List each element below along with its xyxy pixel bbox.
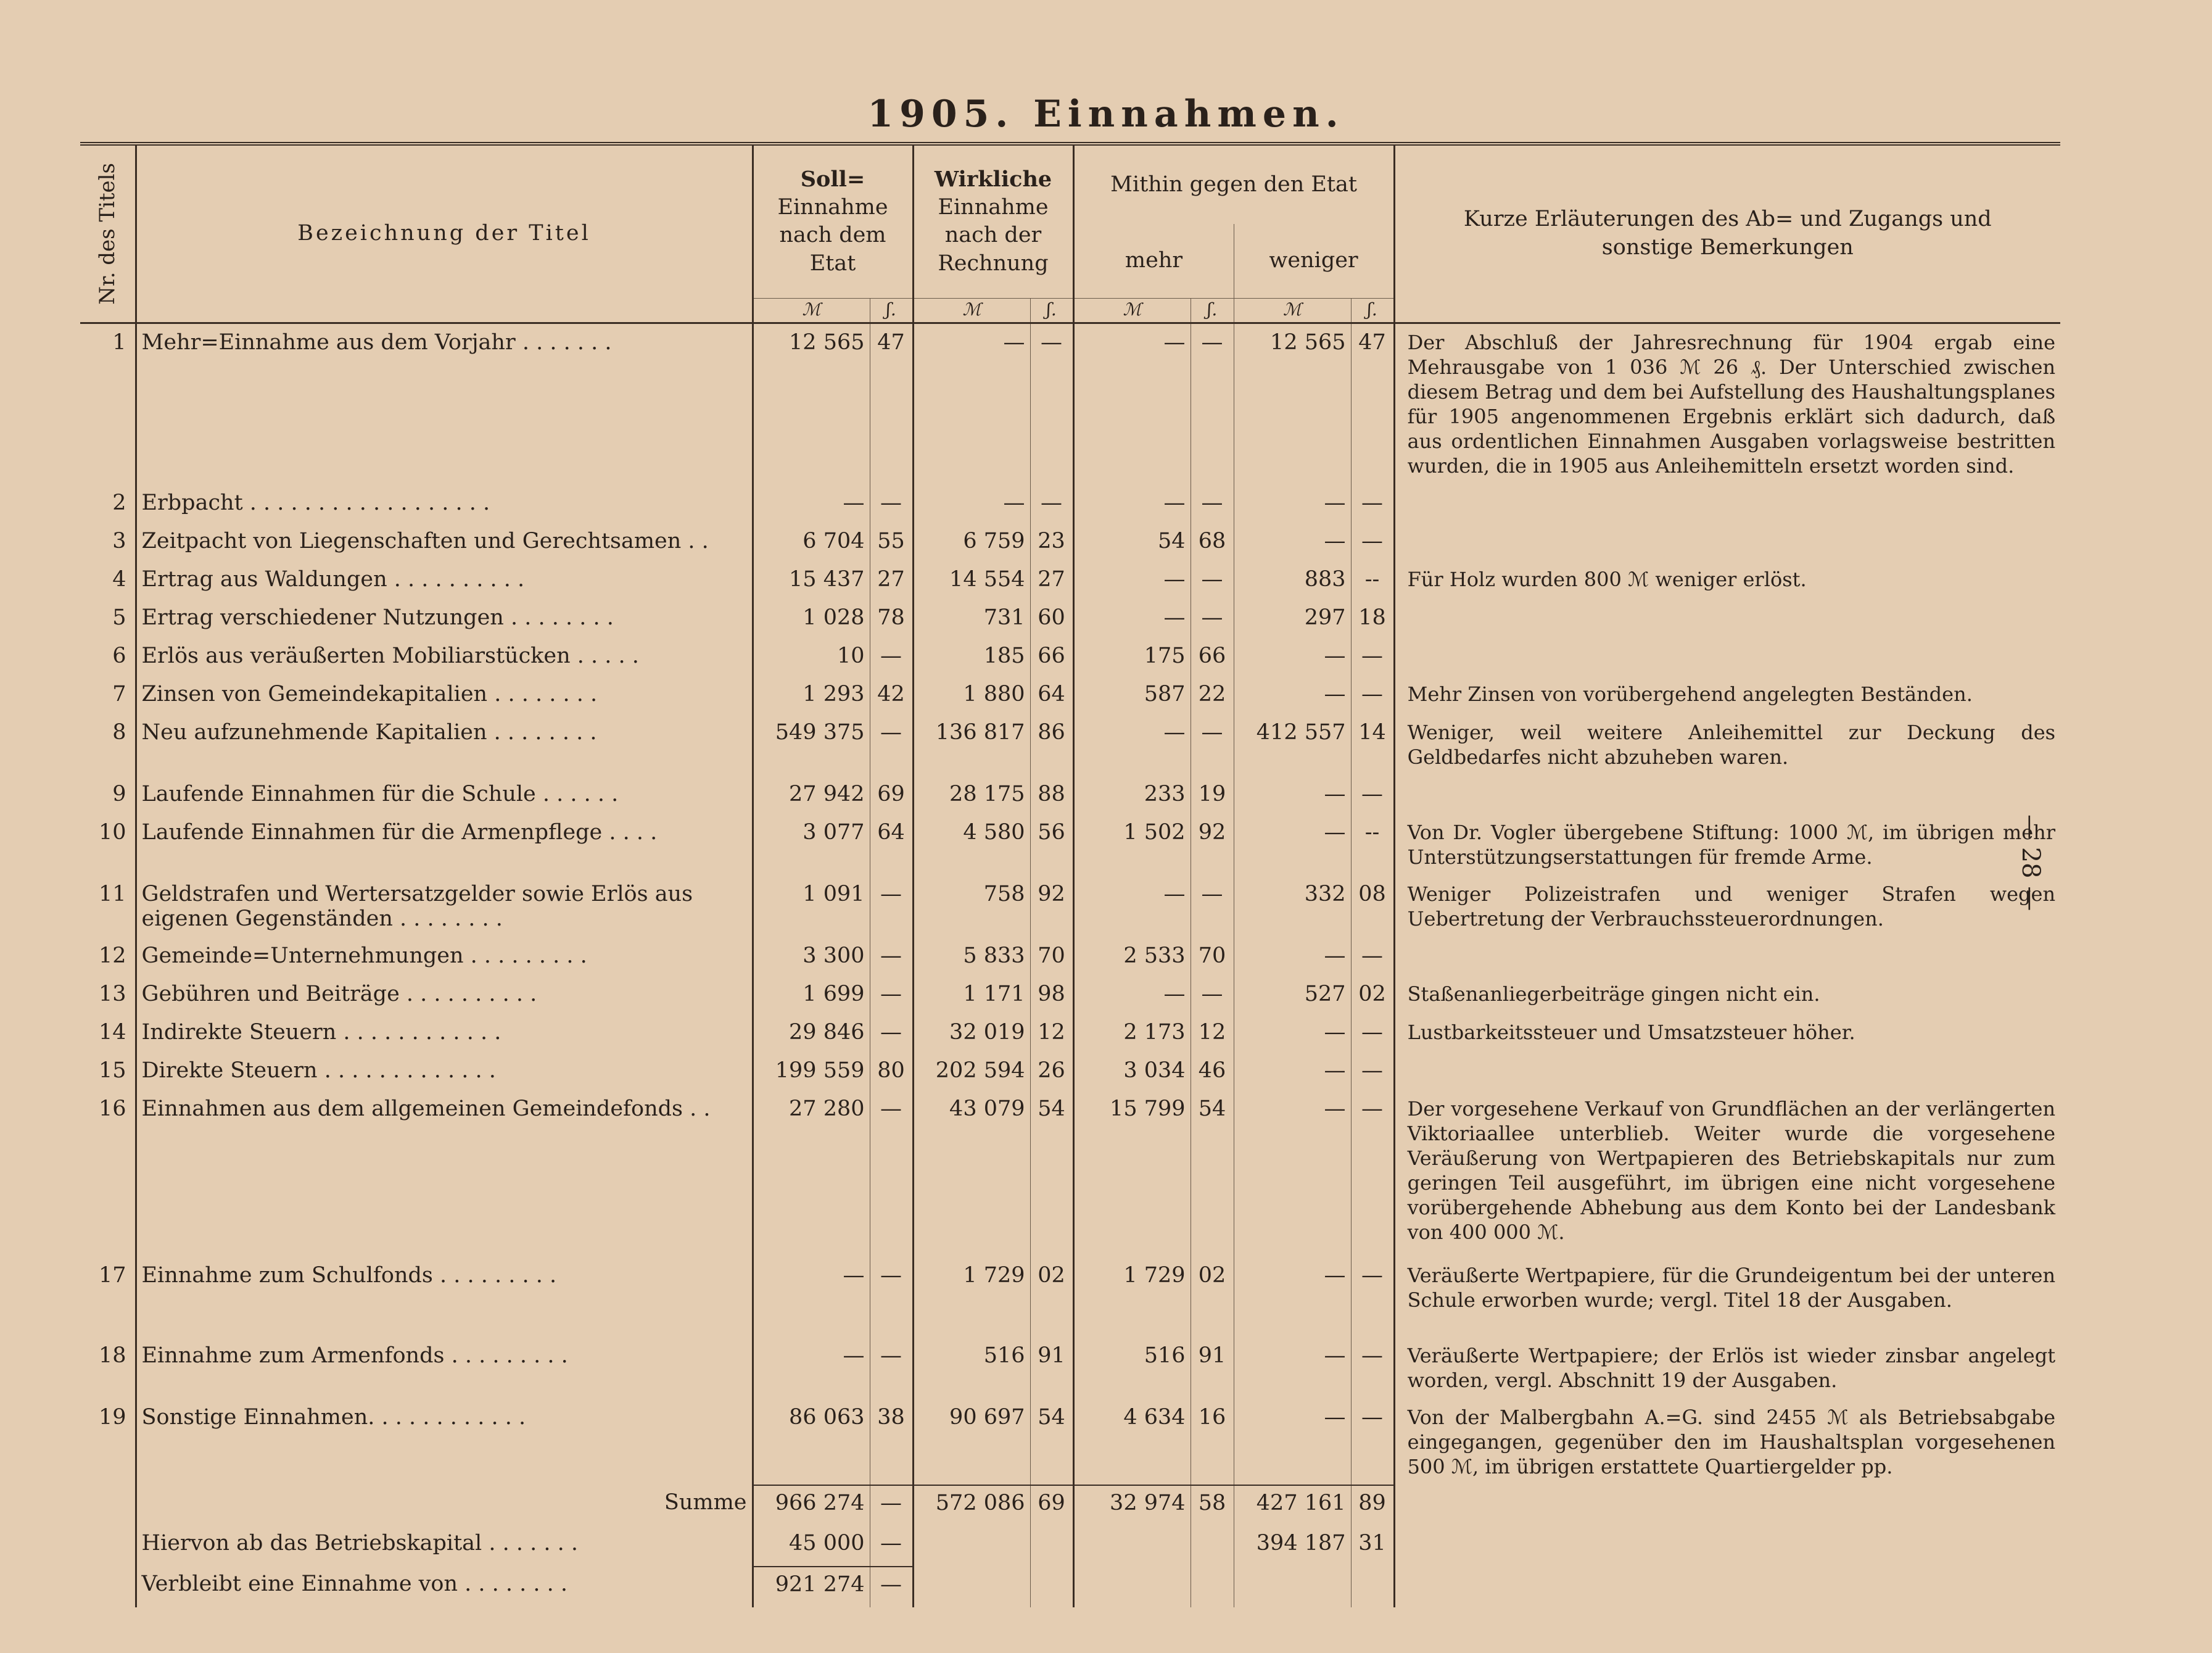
row-wirklich-pf: 27	[1030, 561, 1073, 599]
row-mehr-mark: —	[1073, 561, 1191, 599]
row-weniger-pf: —	[1351, 637, 1394, 676]
sum-soll-pf: —	[870, 1485, 913, 1526]
hiervon-mehr-pf	[1191, 1526, 1234, 1567]
verbleibt-nr-cell	[80, 1567, 136, 1607]
hiervon-weniger-mark: 394 187	[1234, 1526, 1351, 1567]
row-note: Weniger Polizeistrafen und weniger Strafen wegen Uebertretung der Verbrauchssteuerordnungen.	[1394, 876, 2060, 937]
row-mehr-mark: 4 634	[1073, 1399, 1191, 1485]
row-soll-mark: 1 091	[753, 876, 870, 937]
table-row	[80, 1399, 2060, 1485]
row-mehr-pf: 66	[1191, 637, 1234, 676]
sum-mehr-mark: 32 974	[1073, 1485, 1191, 1526]
row-soll-mark: 199 559	[753, 1052, 870, 1090]
row-wirklich-mark: 1 171	[913, 976, 1030, 1014]
row-weniger-pf: —	[1351, 1014, 1394, 1052]
row-mehr-pf: 70	[1191, 937, 1234, 976]
row-description: Ertrag verschiedener Nutzungen . . . . . . . .	[136, 599, 753, 637]
row-mehr-pf: 68	[1191, 523, 1234, 561]
row-soll-mark: 6 704	[753, 523, 870, 561]
row-mehr-pf: —	[1191, 599, 1234, 637]
unit-mark: ℳ	[1234, 298, 1351, 323]
row-mehr-pf: 12	[1191, 1014, 1234, 1052]
row-wirklich-mark: 758	[913, 876, 1030, 937]
row-soll-mark: 27 280	[753, 1090, 870, 1257]
row-weniger-mark: 332	[1234, 876, 1351, 937]
row-mehr-mark: —	[1073, 599, 1191, 637]
row-mehr-mark: —	[1073, 714, 1191, 776]
row-mehr-pf: 54	[1191, 1090, 1234, 1257]
row-weniger-pf: —	[1351, 1052, 1394, 1090]
row-description: Erlös aus veräußerten Mobiliarstücken . . . . .	[136, 637, 753, 676]
sum-wirk-pf: 69	[1030, 1485, 1073, 1526]
row-mehr-mark: —	[1073, 976, 1191, 1014]
hiervon-soll-mark: 45 000	[753, 1526, 870, 1567]
row-weniger-pf: 14	[1351, 714, 1394, 776]
row-note: Weniger, weil weitere Anleihemittel zur Deckung des Geldbedarfes nicht abzuheben waren.	[1394, 714, 2060, 776]
row-soll-mark: 86 063	[753, 1399, 870, 1485]
row-wirklich-pf: 66	[1030, 637, 1073, 676]
row-weniger-pf: —	[1351, 1337, 1394, 1399]
row-soll-pf: —	[870, 484, 913, 523]
table-row	[80, 937, 2060, 976]
table-row	[80, 714, 2060, 776]
row-mehr-mark: —	[1073, 323, 1191, 484]
row-wirklich-mark: 28 175	[913, 776, 1030, 814]
row-wirklich-mark: 5 833	[913, 937, 1030, 976]
row-wirklich-pf: 60	[1030, 599, 1073, 637]
row-note: Von der Malbergbahn A.=G. sind 2455 ℳ als Betriebsabgabe eingegangen, gegenüber den im Haushaltsplan vorgesehenen 500 ℳ, im übrigen erstattete Quartiergelder pp.	[1394, 1399, 2060, 1485]
unit-mark: ℳ	[1073, 298, 1191, 323]
row-weniger-pf: 08	[1351, 876, 1394, 937]
table-row	[80, 976, 2060, 1014]
row-mehr-pf: 19	[1191, 776, 1234, 814]
page-title: 1905. Einnahmen.	[867, 93, 1345, 136]
table-row	[80, 876, 2060, 937]
row-description: Laufende Einnahmen für die Armenpflege . . . .	[136, 814, 753, 876]
row-wirklich-pf: 64	[1030, 676, 1073, 714]
verbleibt-mehr-mark	[1073, 1567, 1191, 1607]
row-soll-pf: —	[870, 714, 913, 776]
row-number: 18	[98, 1343, 126, 1368]
row-wirklich-pf: 92	[1030, 876, 1073, 937]
row-wirklich-mark: 1 880	[913, 676, 1030, 714]
row-wirklich-pf: —	[1030, 484, 1073, 523]
row-soll-mark: 29 846	[753, 1014, 870, 1052]
row-weniger-pf: 47	[1351, 323, 1394, 484]
row-note	[1394, 937, 2060, 976]
verbleibt-soll-mark: 921 274	[753, 1567, 870, 1607]
row-weniger-mark: 883	[1234, 561, 1351, 599]
row-weniger-mark: —	[1234, 937, 1351, 976]
verbleibt-mehr-pf	[1191, 1567, 1234, 1607]
row-soll-pf: —	[870, 637, 913, 676]
row-note	[1394, 599, 2060, 637]
row-mehr-mark: —	[1073, 876, 1191, 937]
row-number: 12	[98, 943, 126, 968]
row-soll-pf: 27	[870, 561, 913, 599]
row-mehr-pf: —	[1191, 484, 1234, 523]
row-note: Staßenanliegerbeiträge gingen nicht ein.	[1394, 976, 2060, 1014]
row-mehr-pf: 92	[1191, 814, 1234, 876]
unit-mark: ℳ	[913, 298, 1030, 323]
row-description: Einnahme zum Armenfonds . . . . . . . . .	[136, 1337, 753, 1399]
table-row	[80, 523, 2060, 561]
row-note: Mehr Zinsen von vorübergehend angelegten Beständen.	[1394, 676, 2060, 714]
row-wirklich-pf: 70	[1030, 937, 1073, 976]
header-wirkliche: Wirkliche Einnahme nach der Rechnung	[913, 144, 1073, 298]
row-note	[1394, 637, 2060, 676]
row-mehr-pf: 22	[1191, 676, 1234, 714]
unit-pf: ʃ.	[1030, 298, 1073, 323]
row-weniger-mark: —	[1234, 814, 1351, 876]
row-weniger-pf: —	[1351, 1090, 1394, 1257]
row-soll-pf: 64	[870, 814, 913, 876]
row-wirklich-pf: 26	[1030, 1052, 1073, 1090]
row-number: 16	[98, 1096, 126, 1121]
verbleibt-wirk-pf	[1030, 1567, 1073, 1607]
table-footer	[80, 1485, 2060, 1607]
sum-mehr-pf: 58	[1191, 1485, 1234, 1526]
row-soll-pf: 42	[870, 676, 913, 714]
hiervon-wirk-mark	[913, 1526, 1030, 1567]
row-description: Direkte Steuern . . . . . . . . . . . . .	[136, 1052, 753, 1090]
hiervon-note	[1394, 1526, 2060, 1567]
row-weniger-mark: —	[1234, 1090, 1351, 1257]
row-soll-pf: —	[870, 1090, 913, 1257]
row-mehr-mark: 2 173	[1073, 1014, 1191, 1052]
row-wirklich-mark: 14 554	[913, 561, 1030, 599]
row-weniger-mark: —	[1234, 523, 1351, 561]
header-bezeichnung: Bezeichnung der Titel	[136, 144, 753, 323]
row-mehr-pf: 91	[1191, 1337, 1234, 1399]
verbleibt-label: Verbleibt eine Einnahme von . . . . . . . .	[136, 1567, 753, 1607]
verbleibt-soll-pf: —	[870, 1567, 913, 1607]
sum-label: Summe	[136, 1485, 753, 1526]
hiervon-wirk-pf	[1030, 1526, 1073, 1567]
row-weniger-mark: —	[1234, 1052, 1351, 1090]
row-note	[1394, 484, 2060, 523]
row-soll-pf: 78	[870, 599, 913, 637]
row-mehr-mark: 175	[1073, 637, 1191, 676]
row-number: 4	[112, 566, 126, 592]
row-description: Erbpacht . . . . . . . . . . . . . . . . . .	[136, 484, 753, 523]
row-note: Veräußerte Wertpapiere, für die Grundeigentum bei der unteren Schule erworben wurde; vergl. Titel 18 der Ausgaben.	[1394, 1257, 2060, 1337]
row-description: Einnahme zum Schulfonds . . . . . . . . .	[136, 1257, 753, 1337]
row-description: Sonstige Einnahmen. . . . . . . . . . . .	[136, 1399, 753, 1485]
row-wirklich-mark: 516	[913, 1337, 1030, 1399]
sum-wirk-mark: 572 086	[913, 1485, 1030, 1526]
sum-weniger-mark: 427 161	[1234, 1485, 1351, 1526]
row-weniger-mark: —	[1234, 637, 1351, 676]
row-wirklich-mark: 185	[913, 637, 1030, 676]
header-mehr: mehr	[1073, 224, 1234, 298]
row-weniger-mark: —	[1234, 1399, 1351, 1485]
row-mehr-pf: —	[1191, 876, 1234, 937]
row-description: Zinsen von Gemeindekapitalien . . . . . . . .	[136, 676, 753, 714]
row-description: Neu aufzunehmende Kapitalien . . . . . . . .	[136, 714, 753, 776]
page-number: — 28 —	[2016, 814, 2045, 911]
row-soll-pf: —	[870, 1257, 913, 1337]
row-weniger-pf: —	[1351, 523, 1394, 561]
row-description: Indirekte Steuern . . . . . . . . . . . .	[136, 1014, 753, 1052]
row-soll-mark: 1 293	[753, 676, 870, 714]
row-soll-pf: 55	[870, 523, 913, 561]
row-number: 17	[98, 1262, 126, 1288]
table-row	[80, 814, 2060, 876]
row-soll-mark: 10	[753, 637, 870, 676]
row-soll-mark: 15 437	[753, 561, 870, 599]
row-description: Gebühren und Beiträge . . . . . . . . . .	[136, 976, 753, 1014]
table-row	[80, 1014, 2060, 1052]
row-number: 3	[112, 528, 126, 553]
table-row	[80, 323, 2060, 484]
row-mehr-pf: 02	[1191, 1257, 1234, 1337]
verbleibt-note	[1394, 1567, 2060, 1607]
header-soll: Soll= Einnahme nach dem Etat	[753, 144, 913, 298]
row-weniger-mark: —	[1234, 484, 1351, 523]
row-number: 11	[98, 881, 126, 906]
row-soll-pf: —	[870, 876, 913, 937]
row-weniger-mark: 527	[1234, 976, 1351, 1014]
row-soll-pf: 69	[870, 776, 913, 814]
row-mehr-mark: 1 729	[1073, 1257, 1191, 1337]
unit-mark: ℳ	[753, 298, 870, 323]
row-number: 10	[98, 819, 126, 845]
row-soll-mark: 3 300	[753, 937, 870, 976]
row-description: Zeitpacht von Liegenschaften und Gerechtsamen . .	[136, 523, 753, 561]
table-row	[80, 561, 2060, 599]
row-weniger-pf: --	[1351, 814, 1394, 876]
row-soll-pf: —	[870, 1337, 913, 1399]
row-weniger-mark: —	[1234, 776, 1351, 814]
row-note: Lustbarkeitssteuer und Umsatzsteuer höher.	[1394, 1014, 2060, 1052]
table-row	[80, 1337, 2060, 1399]
row-note	[1394, 523, 2060, 561]
row-note	[1394, 1052, 2060, 1090]
row-soll-mark: 3 077	[753, 814, 870, 876]
hiervon-label: Hiervon ab das Betriebskapital . . . . . . .	[136, 1526, 753, 1567]
row-wirklich-mark: 1 729	[913, 1257, 1030, 1337]
row-description: Laufende Einnahmen für die Schule . . . . . .	[136, 776, 753, 814]
sum-soll-mark: 966 274	[753, 1485, 870, 1526]
table-body	[80, 323, 2060, 1485]
row-soll-mark: —	[753, 1337, 870, 1399]
verbleibt-weniger-mark	[1234, 1567, 1351, 1607]
row-soll-mark: 12 565	[753, 323, 870, 484]
row-description: Mehr=Einnahme aus dem Vorjahr . . . . . . .	[136, 323, 753, 484]
row-soll-pf: —	[870, 937, 913, 976]
row-number: 13	[98, 981, 126, 1006]
sum-nr-cell	[80, 1485, 136, 1526]
row-mehr-mark: 1 502	[1073, 814, 1191, 876]
row-soll-pf: 80	[870, 1052, 913, 1090]
row-wirklich-mark: 136 817	[913, 714, 1030, 776]
row-wirklich-pf: 56	[1030, 814, 1073, 876]
row-mehr-pf: 46	[1191, 1052, 1234, 1090]
row-mehr-pf: —	[1191, 714, 1234, 776]
row-note: Veräußerte Wertpapiere; der Erlös ist wieder zinsbar angelegt worden, vergl. Abschnitt 19 der Ausgaben.	[1394, 1337, 2060, 1399]
row-number: 7	[112, 681, 126, 706]
table-row	[80, 676, 2060, 714]
row-soll-mark: —	[753, 484, 870, 523]
row-wirklich-mark: 43 079	[913, 1090, 1030, 1257]
row-mehr-pf: —	[1191, 976, 1234, 1014]
sum-note	[1394, 1485, 2060, 1526]
row-note: Von Dr. Vogler übergebene Stiftung: 1000 ℳ, im übrigen mehr Unterstützungserstattungen für fremde Arme.	[1394, 814, 2060, 876]
row-soll-mark: 1 028	[753, 599, 870, 637]
hiervon-soll-pf: —	[870, 1526, 913, 1567]
row-wirklich-pf: 54	[1030, 1399, 1073, 1485]
row-note	[1394, 776, 2060, 814]
row-number: 5	[112, 605, 126, 630]
row-soll-mark: 27 942	[753, 776, 870, 814]
row-description: Ertrag aus Waldungen . . . . . . . . . .	[136, 561, 753, 599]
row-weniger-pf: --	[1351, 561, 1394, 599]
row-wirklich-mark: 731	[913, 599, 1030, 637]
row-weniger-mark: 12 565	[1234, 323, 1351, 484]
row-mehr-mark: —	[1073, 484, 1191, 523]
row-wirklich-pf: —	[1030, 323, 1073, 484]
row-wirklich-pf: 86	[1030, 714, 1073, 776]
row-wirklich-mark: 90 697	[913, 1399, 1030, 1485]
table-row	[80, 637, 2060, 676]
row-mehr-mark: 587	[1073, 676, 1191, 714]
row-mehr-mark: 54	[1073, 523, 1191, 561]
row-wirklich-pf: 54	[1030, 1090, 1073, 1257]
row-weniger-mark: —	[1234, 1014, 1351, 1052]
row-wirklich-mark: 4 580	[913, 814, 1030, 876]
row-number: 15	[98, 1058, 126, 1083]
table-row	[80, 776, 2060, 814]
row-weniger-pf: —	[1351, 937, 1394, 976]
row-weniger-pf: —	[1351, 484, 1394, 523]
row-weniger-pf: —	[1351, 776, 1394, 814]
table-row	[80, 484, 2060, 523]
unit-pf: ʃ.	[870, 298, 913, 323]
unit-pf: ʃ.	[1351, 298, 1394, 323]
row-number: 19	[98, 1404, 126, 1430]
row-mehr-mark: 516	[1073, 1337, 1191, 1399]
row-note: Der vorgesehene Verkauf von Grundflächen an der verlängerten Viktoriaallee unterblieb. Weiter wurde die vorgesehene Veräußerung von Wertpapieren des Betriebskapitals nur zum geringen Teil ausgeführt, im übrigen eine nicht vorgesehene vorübergehende Abhebung aus dem Konto bei der Landesbank von 400 000 ℳ.	[1394, 1090, 2060, 1257]
row-wirklich-pf: 23	[1030, 523, 1073, 561]
row-number: 9	[112, 781, 126, 806]
table-row	[80, 1257, 2060, 1337]
verbleibt-weniger-pf	[1351, 1567, 1394, 1607]
row-mehr-mark: 3 034	[1073, 1052, 1191, 1090]
row-soll-mark: 549 375	[753, 714, 870, 776]
hiervon-weniger-pf: 31	[1351, 1526, 1394, 1567]
row-soll-pf: 47	[870, 323, 913, 484]
row-number: 14	[98, 1019, 126, 1045]
table-row	[80, 599, 2060, 637]
row-mehr-mark: 2 533	[1073, 937, 1191, 976]
row-wirklich-pf: 98	[1030, 976, 1073, 1014]
verbleibt-wirk-mark	[913, 1567, 1030, 1607]
row-weniger-mark: 412 557	[1234, 714, 1351, 776]
row-weniger-pf: 02	[1351, 976, 1394, 1014]
row-number: 2	[112, 490, 126, 515]
row-mehr-pf: —	[1191, 561, 1234, 599]
row-weniger-pf: —	[1351, 676, 1394, 714]
row-soll-pf: 38	[870, 1399, 913, 1485]
row-mehr-mark: 15 799	[1073, 1090, 1191, 1257]
row-wirklich-mark: —	[913, 484, 1030, 523]
row-number: 1	[112, 329, 126, 355]
row-weniger-pf: 18	[1351, 599, 1394, 637]
header-weniger: weniger	[1234, 224, 1394, 298]
row-number: 8	[112, 719, 126, 745]
row-weniger-mark: —	[1234, 1337, 1351, 1399]
row-wirklich-pf: 88	[1030, 776, 1073, 814]
hiervon-mehr-mark	[1073, 1526, 1191, 1567]
hiervon-nr-cell	[80, 1526, 136, 1567]
row-soll-pf: —	[870, 1014, 913, 1052]
row-wirklich-mark: 32 019	[913, 1014, 1030, 1052]
row-weniger-pf: —	[1351, 1399, 1394, 1485]
row-wirklich-mark: 6 759	[913, 523, 1030, 561]
row-weniger-mark: —	[1234, 676, 1351, 714]
row-note: Für Holz wurden 800 ℳ weniger erlöst.	[1394, 561, 2060, 599]
row-wirklich-mark: 202 594	[913, 1052, 1030, 1090]
row-wirklich-mark: —	[913, 323, 1030, 484]
table-row	[80, 1090, 2060, 1257]
row-soll-mark: —	[753, 1257, 870, 1337]
row-description: Einnahmen aus dem allgemeinen Gemeindefonds . .	[136, 1090, 753, 1257]
header-mithin: Mithin gegen den Etat	[1073, 144, 1394, 224]
header-erlaeuterungen: Kurze Erläuterungen des Ab= und Zugangs und sonstige Bemerkungen	[1394, 144, 2060, 323]
row-weniger-pf: —	[1351, 1257, 1394, 1337]
row-wirklich-pf: 12	[1030, 1014, 1073, 1052]
row-wirklich-pf: 91	[1030, 1337, 1073, 1399]
row-mehr-pf: —	[1191, 323, 1234, 484]
income-table	[80, 142, 2060, 1607]
unit-pf: ʃ.	[1191, 298, 1234, 323]
row-number: 6	[112, 643, 126, 668]
table-row	[80, 1052, 2060, 1090]
row-weniger-mark: 297	[1234, 599, 1351, 637]
row-mehr-pf: 16	[1191, 1399, 1234, 1485]
header-nr: Nr. des Titels	[80, 144, 136, 323]
row-wirklich-pf: 02	[1030, 1257, 1073, 1337]
row-note: Der Abschluß der Jahresrechnung für 1904 ergab eine Mehrausgabe von 1 036 ℳ 26 ₰. Der Unterschied zwischen diesem Betrag und dem bei Aufstellung des Haushaltungsplanes für 1905 angenommenen Ergebnis erklärt sich dadurch, daß aus ordentlichen Einnahmen Ausgaben vorlagsweise bestritten wurden, die in 1905 aus Anleihemitteln ersetzt worden sind.	[1394, 323, 2060, 484]
row-soll-mark: 1 699	[753, 976, 870, 1014]
sum-weniger-pf: 89	[1351, 1485, 1394, 1526]
row-soll-pf: —	[870, 976, 913, 1014]
row-weniger-mark: —	[1234, 1257, 1351, 1337]
row-mehr-mark: 233	[1073, 776, 1191, 814]
row-description: Geldstrafen und Wertersatzgelder sowie Erlös aus eigenen Gegenständen . . . . . . . .	[136, 876, 753, 937]
row-description: Gemeinde=Unternehmungen . . . . . . . . .	[136, 937, 753, 976]
